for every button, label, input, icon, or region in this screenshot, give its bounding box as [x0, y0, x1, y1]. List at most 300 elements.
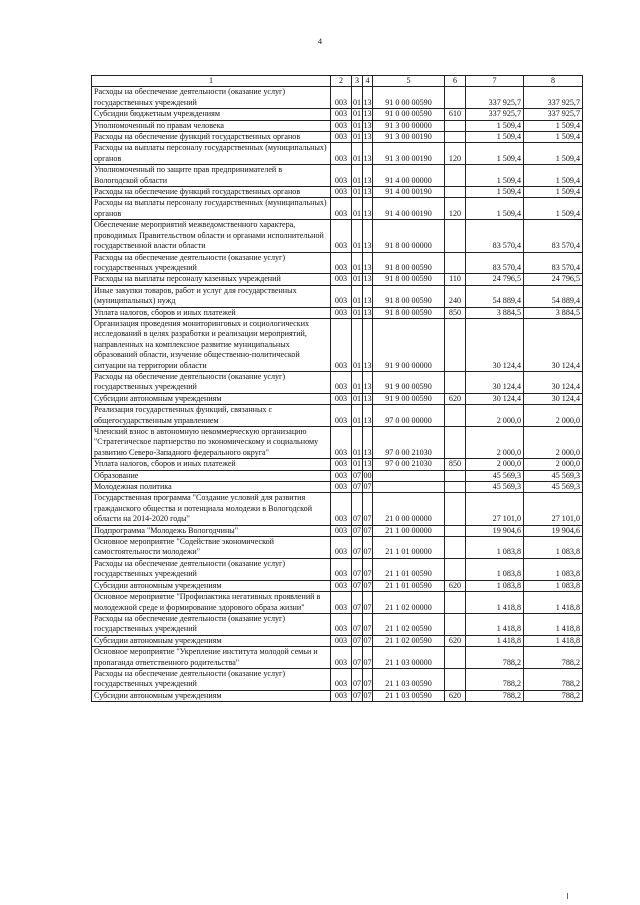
amount-2020-cell: 2 000,0 [524, 459, 583, 470]
gr-cell: 003 [331, 427, 352, 459]
amount-2019-cell: 27 101,0 [466, 493, 524, 525]
table-row [92, 274, 583, 285]
table-row [92, 220, 583, 252]
csr-cell: 91 3 00 00190 [373, 143, 445, 165]
pr-cell: 13 [363, 459, 372, 469]
csr-cell: 21 1 01 00590 [373, 580, 445, 591]
row-name-cell: Обеспечение мероприятий межведомственного характера, проводимых Правительством области и органами исполнительной государственной власти области [92, 220, 331, 252]
pr-cell: 13 [363, 285, 373, 307]
amount-2019-cell: 1 509,4 [466, 143, 524, 165]
gr-cell: 003 [331, 405, 352, 427]
amount-2019-cell: 3 884,5 [466, 307, 524, 318]
amount-2019-cell: 30 124,4 [466, 371, 524, 393]
table-row [92, 371, 583, 393]
rz-cell: 07 [352, 580, 362, 590]
vr-cell: 610 [445, 109, 466, 120]
vr-cell [445, 120, 466, 131]
row-name-cell: Субсидии бюджетным учреждениям [92, 109, 331, 120]
header-cell: 1 [92, 76, 331, 87]
amount-2019-cell: 54 889,4 [466, 285, 524, 307]
pr-cell: 07 [363, 635, 372, 645]
rz-cell: 01 [352, 371, 363, 393]
amount-2019-cell: 1 509,4 [466, 198, 524, 220]
table-row [92, 285, 583, 307]
pr-cell: 07 [363, 580, 372, 590]
csr-cell: 21 1 02 00000 [373, 592, 445, 614]
amount-2020-cell: 337 925,7 [524, 87, 583, 109]
row-name-cell: Подпрограмма "Молодежь Вологодчины" [92, 525, 331, 536]
csr-cell: 91 4 00 00190 [373, 198, 445, 220]
amount-2019-cell: 1 418,8 [466, 613, 524, 635]
rz-cell: 07 [352, 668, 363, 690]
vr-cell [445, 165, 466, 187]
gr-cell: 003 [331, 307, 352, 318]
table-row [92, 482, 583, 493]
gr-cell: 003 [331, 470, 352, 481]
rz-cell: 01 [352, 307, 362, 317]
rz-cell: 07 [352, 635, 362, 645]
row-name-cell: Расходы на обеспечение функций государственных органов [92, 187, 331, 198]
vr-cell [445, 187, 466, 198]
csr-cell: 21 1 03 00000 [373, 647, 445, 669]
vr-cell: 120 [445, 198, 466, 220]
margin-mark [567, 893, 572, 899]
csr-cell: 91 8 00 00590 [373, 274, 445, 285]
amount-2020-cell: 1 418,8 [524, 635, 583, 646]
rz-cell: 01 [352, 285, 363, 307]
amount-2020-cell: 30 124,4 [524, 318, 583, 371]
amount-2020-cell: 27 101,0 [524, 493, 583, 525]
csr-cell: 91 8 00 00590 [373, 307, 445, 318]
amount-2020-cell: 24 796,5 [524, 274, 583, 285]
csr-cell: 21 0 00 00000 [373, 493, 445, 525]
amount-2020-cell: 30 124,4 [524, 393, 583, 404]
gr-cell: 003 [331, 690, 352, 701]
gr-cell: 003 [331, 668, 352, 690]
vr-cell: 620 [445, 393, 466, 404]
pr-cell: 00 [363, 470, 372, 480]
amount-2019-cell: 1 083,8 [466, 558, 524, 580]
csr-cell: 91 0 00 00590 [373, 87, 445, 109]
amount-2019-cell: 2 000,0 [466, 459, 524, 470]
pr-cell: 07 [363, 690, 372, 700]
row-name-cell: Уплата налогов, сборов и иных платежей [92, 307, 331, 318]
table-row [92, 525, 583, 536]
row-name-cell: Расходы на обеспечение деятельности (оказание услуг) государственных учреждений [92, 252, 331, 274]
row-name-cell: Молодежная политика [92, 482, 331, 493]
row-name-cell: Государственная программа "Создание условий для развития гражданского общества и потенциала молодежи в Вологодской области на 2014-2020 годы" [92, 493, 331, 525]
csr-cell: 91 4 00 00190 [373, 187, 445, 198]
amount-2019-cell: 788,2 [466, 690, 524, 701]
csr-cell: 21 1 02 00590 [373, 635, 445, 646]
header-cell: 5 [373, 76, 445, 87]
amount-2020-cell: 1 509,4 [524, 143, 583, 165]
gr-cell: 003 [331, 165, 352, 187]
gr-cell: 003 [331, 482, 352, 493]
pr-cell: 13 [363, 143, 373, 165]
vr-cell [445, 558, 466, 580]
csr-cell: 91 9 00 00000 [373, 318, 445, 371]
pr-cell: 07 [363, 482, 372, 492]
table-row [92, 470, 583, 481]
pr-cell: 13 [363, 307, 372, 317]
amount-2020-cell: 1 418,8 [524, 613, 583, 635]
amount-2020-cell: 1 083,8 [524, 537, 583, 559]
amount-2020-cell: 1 083,8 [524, 580, 583, 591]
amount-2020-cell: 2 000,0 [524, 427, 583, 459]
table-row [92, 690, 583, 701]
pr-cell: 13 [363, 109, 372, 119]
table-row [92, 120, 583, 131]
rz-cell: 01 [352, 405, 363, 427]
row-name-cell: Образование [92, 470, 331, 481]
pr-cell: 07 [363, 668, 373, 690]
amount-2019-cell: 1 083,8 [466, 537, 524, 559]
row-name-cell: Уполномоченный по правам человека [92, 120, 331, 131]
csr-cell: 21 1 01 00590 [373, 558, 445, 580]
row-name-cell: Расходы на обеспечение деятельности (оказание услуг) государственных учреждений [92, 668, 331, 690]
vr-cell [445, 132, 466, 143]
csr-cell: 97 0 00 21030 [373, 459, 445, 470]
table-row [92, 592, 583, 614]
pr-cell: 13 [363, 371, 373, 393]
pr-cell: 13 [363, 274, 372, 284]
gr-cell: 003 [331, 318, 352, 371]
csr-cell: 97 0 00 00000 [373, 405, 445, 427]
table-row [92, 493, 583, 525]
row-name-cell: Субсидии автономным учреждениям [92, 580, 331, 591]
amount-2019-cell: 1 509,4 [466, 187, 524, 198]
csr-cell: 91 9 00 00590 [373, 371, 445, 393]
csr-cell: 97 0 00 21030 [373, 427, 445, 459]
vr-cell [445, 668, 466, 690]
gr-cell: 003 [331, 87, 352, 109]
rz-cell: 01 [352, 132, 362, 142]
row-name-cell: Членский взнос в автономную некоммерческую организацию "Стратегическое партнерство по экономическому и социальному развитию Северо-Западного федерального округа" [92, 427, 331, 459]
row-name-cell: Уплата налогов, сборов и иных платежей [92, 459, 331, 470]
pr-cell: 13 [363, 427, 373, 459]
amount-2020-cell: 788,2 [524, 690, 583, 701]
gr-cell: 003 [331, 613, 352, 635]
pr-cell: 13 [363, 120, 372, 130]
rz-cell: 01 [352, 274, 362, 284]
gr-cell: 003 [331, 143, 352, 165]
amount-2020-cell: 54 889,4 [524, 285, 583, 307]
vr-cell [445, 525, 466, 536]
vr-cell: 620 [445, 580, 466, 591]
vr-cell [445, 537, 466, 559]
amount-2020-cell: 45 569,3 [524, 482, 583, 493]
gr-cell: 003 [331, 220, 352, 252]
rz-cell: 01 [352, 252, 363, 274]
table-row [92, 537, 583, 559]
amount-2020-cell: 45 569,3 [524, 470, 583, 481]
amount-2019-cell: 788,2 [466, 668, 524, 690]
vr-cell [445, 647, 466, 669]
amount-2019-cell: 337 925,7 [466, 87, 524, 109]
pr-cell: 13 [363, 87, 373, 109]
pr-cell: 13 [363, 393, 372, 403]
amount-2020-cell: 788,2 [524, 647, 583, 669]
csr-cell [373, 482, 445, 493]
csr-cell: 21 1 02 00590 [373, 613, 445, 635]
csr-cell: 21 1 00 00000 [373, 525, 445, 536]
row-name-cell: Расходы на обеспечение деятельности (оказание услуг) государственных учреждений [92, 87, 331, 109]
table-row [92, 87, 583, 109]
vr-cell: 240 [445, 285, 466, 307]
rz-cell: 01 [352, 187, 362, 197]
amount-2020-cell: 83 570,4 [524, 220, 583, 252]
rz-cell: 07 [352, 558, 363, 580]
amount-2019-cell: 83 570,4 [466, 252, 524, 274]
pr-cell: 07 [363, 613, 373, 635]
amount-2020-cell: 30 124,4 [524, 371, 583, 393]
rz-cell: 07 [352, 613, 363, 635]
csr-cell [373, 470, 445, 481]
rz-cell: 07 [352, 493, 363, 525]
amount-2020-cell: 1 509,4 [524, 165, 583, 187]
amount-2019-cell: 1 418,8 [466, 592, 524, 614]
vr-cell: 620 [445, 635, 466, 646]
pr-cell: 07 [363, 525, 372, 535]
amount-2019-cell: 45 569,3 [466, 482, 524, 493]
table-row [92, 109, 583, 120]
table-body [92, 87, 583, 702]
rz-cell: 07 [352, 470, 362, 480]
table-row [92, 143, 583, 165]
pr-cell: 07 [363, 493, 373, 525]
vr-cell [445, 318, 466, 371]
table-header-row [92, 76, 583, 87]
row-name-cell: Расходы на обеспечение деятельности (оказание услуг) государственных учреждений [92, 371, 331, 393]
csr-cell: 91 0 00 00590 [373, 109, 445, 120]
vr-cell: 120 [445, 143, 466, 165]
rz-cell: 01 [352, 165, 363, 187]
csr-cell: 91 8 00 00590 [373, 252, 445, 274]
vr-cell [445, 220, 466, 252]
rz-cell: 01 [352, 120, 362, 130]
amount-2019-cell: 1 509,4 [466, 120, 524, 131]
gr-cell: 003 [331, 252, 352, 274]
amount-2019-cell: 30 124,4 [466, 393, 524, 404]
table-row [92, 252, 583, 274]
csr-cell: 91 9 00 00590 [373, 393, 445, 404]
gr-cell: 003 [331, 274, 352, 285]
row-name-cell: Расходы на выплаты персоналу казенных учреждений [92, 274, 331, 285]
amount-2019-cell: 30 124,4 [466, 318, 524, 371]
gr-cell: 003 [331, 459, 352, 470]
row-name-cell: Субсидии автономным учреждениям [92, 635, 331, 646]
amount-2019-cell: 788,2 [466, 647, 524, 669]
rz-cell: 07 [352, 690, 362, 700]
pr-cell: 13 [363, 318, 373, 371]
gr-cell: 003 [331, 393, 352, 404]
table-row [92, 427, 583, 459]
vr-cell [445, 427, 466, 459]
gr-cell: 003 [331, 120, 352, 131]
row-name-cell: Реализация государственных функций, связанных с общегосударственным управлением [92, 405, 331, 427]
amount-2020-cell: 1 509,4 [524, 198, 583, 220]
pr-cell: 13 [363, 252, 373, 274]
vr-cell [445, 493, 466, 525]
table-row [92, 187, 583, 198]
gr-cell: 003 [331, 285, 352, 307]
vr-cell: 110 [445, 274, 466, 285]
budget-table [91, 75, 583, 702]
row-name-cell: Уполномоченный по защите прав предпринимателей в Вологодской области [92, 165, 331, 187]
rz-cell: 01 [352, 427, 363, 459]
table-row [92, 558, 583, 580]
vr-cell: 850 [445, 307, 466, 318]
pr-cell: 13 [363, 405, 373, 427]
header-cell: 8 [524, 76, 583, 87]
amount-2019-cell: 1 083,8 [466, 580, 524, 591]
amount-2020-cell: 2 000,0 [524, 405, 583, 427]
header-cell: 2 [331, 76, 352, 87]
row-name-cell: Расходы на обеспечение деятельности (оказание услуг) государственных учреждений [92, 558, 331, 580]
page-number: 4 [318, 37, 322, 46]
gr-cell: 003 [331, 592, 352, 614]
table-row [92, 580, 583, 591]
vr-cell [445, 87, 466, 109]
vr-cell [445, 371, 466, 393]
amount-2019-cell: 1 509,4 [466, 165, 524, 187]
gr-cell: 003 [331, 493, 352, 525]
rz-cell: 01 [352, 318, 363, 371]
row-name-cell: Иные закупки товаров, работ и услуг для государственных (муниципальных) нужд [92, 285, 331, 307]
rz-cell: 01 [352, 198, 363, 220]
header-cell: 7 [466, 76, 524, 87]
pr-cell: 13 [363, 187, 372, 197]
row-name-cell: Расходы на выплаты персоналу государственных (муниципальных) органов [92, 198, 331, 220]
csr-cell: 91 8 00 00590 [373, 285, 445, 307]
rz-cell: 07 [352, 482, 362, 492]
gr-cell: 003 [331, 198, 352, 220]
row-name-cell: Субсидии автономным учреждениям [92, 690, 331, 701]
amount-2020-cell: 788,2 [524, 668, 583, 690]
amount-2020-cell: 337 925,7 [524, 109, 583, 120]
amount-2019-cell: 2 000,0 [466, 427, 524, 459]
row-name-cell: Основное мероприятие "Содействие экономической самостоятельности молодежи" [92, 537, 331, 559]
gr-cell: 003 [331, 187, 352, 198]
pr-cell: 13 [363, 220, 373, 252]
rz-cell: 07 [352, 592, 363, 614]
amount-2020-cell: 1 083,8 [524, 558, 583, 580]
amount-2019-cell: 337 925,7 [466, 109, 524, 120]
rz-cell: 01 [352, 393, 362, 403]
table-row [92, 613, 583, 635]
csr-cell: 91 4 00 00000 [373, 165, 445, 187]
amount-2019-cell: 19 904,6 [466, 525, 524, 536]
amount-2020-cell: 1 509,4 [524, 187, 583, 198]
csr-cell: 91 3 00 00000 [373, 120, 445, 131]
table-row [92, 307, 583, 318]
amount-2019-cell: 83 570,4 [466, 220, 524, 252]
rz-cell: 07 [352, 537, 363, 559]
vr-cell [445, 405, 466, 427]
vr-cell: 620 [445, 690, 466, 701]
amount-2020-cell: 1 509,4 [524, 120, 583, 131]
rz-cell: 01 [352, 220, 363, 252]
amount-2020-cell: 19 904,6 [524, 525, 583, 536]
pr-cell: 13 [363, 132, 372, 142]
csr-cell: 21 1 03 00590 [373, 668, 445, 690]
rz-cell: 07 [352, 647, 363, 669]
gr-cell: 003 [331, 525, 352, 536]
gr-cell: 003 [331, 109, 352, 120]
vr-cell: 850 [445, 459, 466, 470]
amount-2020-cell: 1 418,8 [524, 592, 583, 614]
rz-cell: 01 [352, 109, 362, 119]
pr-cell: 07 [363, 558, 373, 580]
gr-cell: 003 [331, 537, 352, 559]
pr-cell: 07 [363, 592, 373, 614]
vr-cell [445, 613, 466, 635]
gr-cell: 003 [331, 371, 352, 393]
rz-cell: 01 [352, 143, 363, 165]
table-row [92, 198, 583, 220]
rz-cell: 01 [352, 87, 363, 109]
csr-cell: 91 8 00 00000 [373, 220, 445, 252]
table-row [92, 459, 583, 470]
pr-cell: 07 [363, 537, 373, 559]
table-row [92, 393, 583, 404]
gr-cell: 003 [331, 580, 352, 591]
amount-2020-cell: 3 884,5 [524, 307, 583, 318]
vr-cell [445, 482, 466, 493]
table-row [92, 318, 583, 371]
row-name-cell: Субсидии автономным учреждениям [92, 393, 331, 404]
row-name-cell: Расходы на выплаты персоналу государственных (муниципальных) органов [92, 143, 331, 165]
table-row [92, 635, 583, 646]
amount-2019-cell: 45 569,3 [466, 470, 524, 481]
amount-2019-cell: 1 418,8 [466, 635, 524, 646]
amount-2019-cell: 24 796,5 [466, 274, 524, 285]
amount-2019-cell: 2 000,0 [466, 405, 524, 427]
header-cell: 4 [363, 76, 373, 87]
gr-cell: 003 [331, 635, 352, 646]
amount-2020-cell: 83 570,4 [524, 252, 583, 274]
vr-cell [445, 592, 466, 614]
amount-2019-cell: 1 509,4 [466, 132, 524, 143]
csr-cell: 21 1 03 00590 [373, 690, 445, 701]
pr-cell: 13 [363, 198, 373, 220]
amount-2020-cell: 1 509,4 [524, 132, 583, 143]
csr-cell: 91 3 00 00190 [373, 132, 445, 143]
rz-cell: 01 [352, 459, 362, 469]
gr-cell: 003 [331, 558, 352, 580]
table-row [92, 668, 583, 690]
pr-cell: 07 [363, 647, 373, 669]
table-row [92, 647, 583, 669]
table-row [92, 132, 583, 143]
gr-cell: 003 [331, 647, 352, 669]
rz-cell: 07 [352, 525, 362, 535]
csr-cell: 21 1 01 00000 [373, 537, 445, 559]
header-cell: 6 [445, 76, 466, 87]
table-row [92, 165, 583, 187]
row-name-cell: Расходы на обеспечение функций государственных органов [92, 132, 331, 143]
row-name-cell: Основное мероприятие "Укрепление института молодой семьи и пропаганда ответственного родительства" [92, 647, 331, 669]
vr-cell [445, 252, 466, 274]
vr-cell [445, 470, 466, 481]
table-row [92, 405, 583, 427]
row-name-cell: Организация проведения мониторинговых и социологических исследований в целях разработки и реализации мероприятий, направленных на комплексное развитие муниципальных образований области, изучение общественно-политической ситуации на территории области [92, 318, 331, 371]
pr-cell: 13 [363, 165, 373, 187]
row-name-cell: Основное мероприятие "Профилактика негативных проявлений в молодежной среде и формирование здорового образа жизни" [92, 592, 331, 614]
gr-cell: 003 [331, 132, 352, 143]
header-cell: 3 [352, 76, 363, 87]
